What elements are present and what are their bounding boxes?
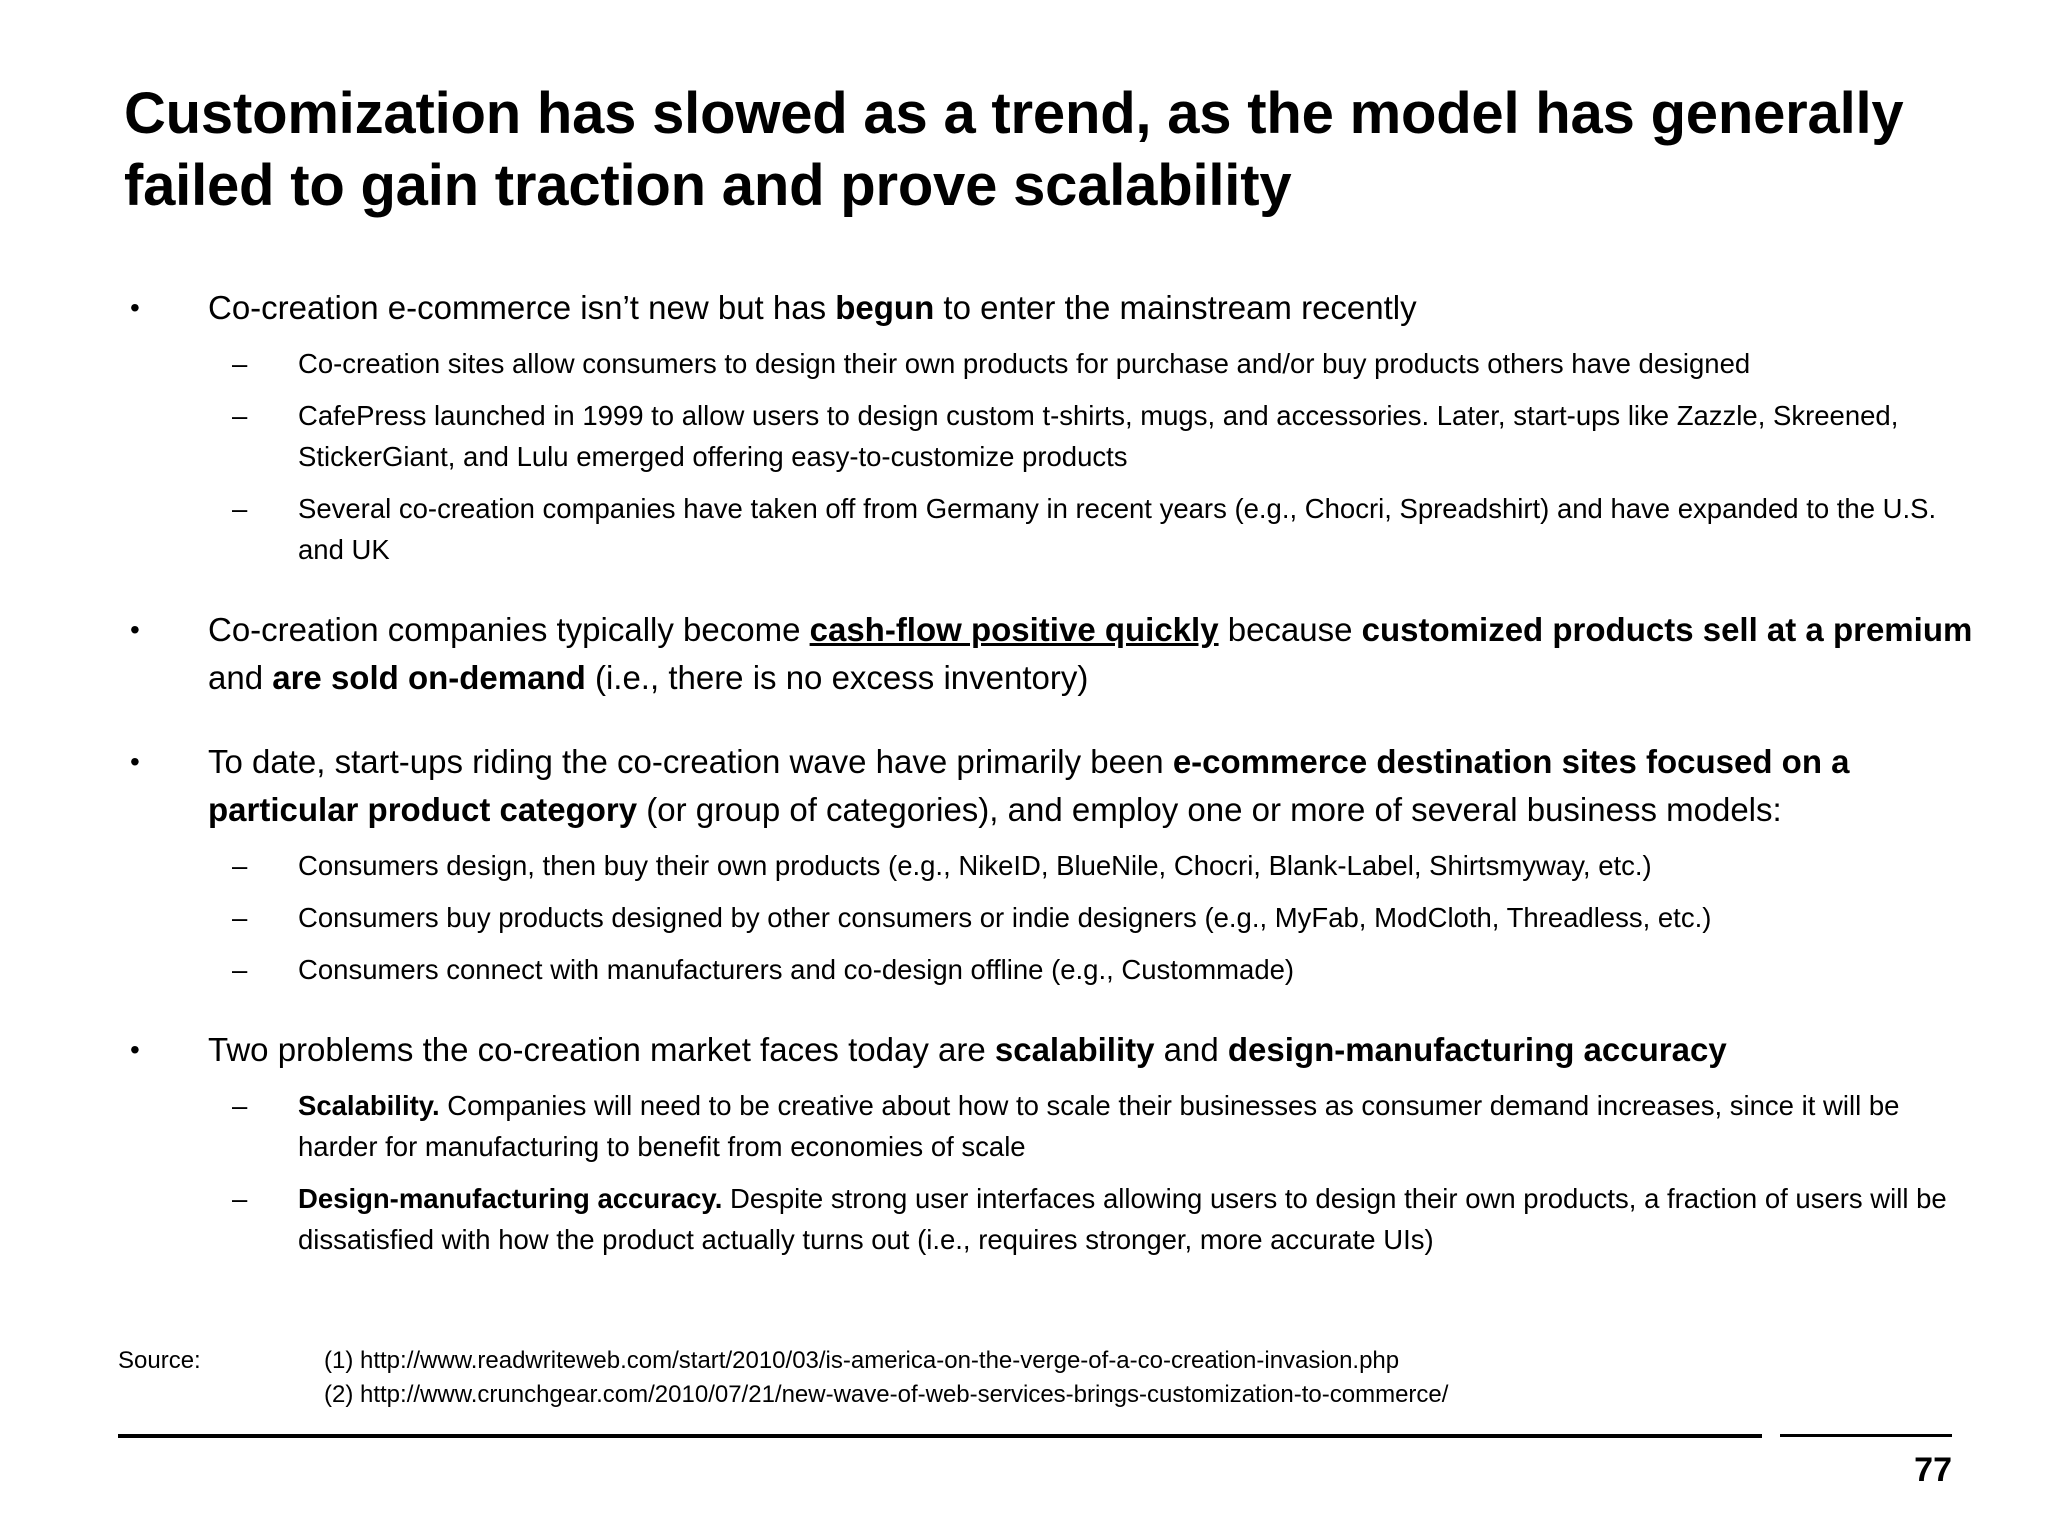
sub-bullet-text: Consumers connect with manufacturers and co-design offline (e.g., Custommade): [298, 954, 1295, 985]
bullet-marker: •: [130, 614, 140, 645]
sub-marker: –: [232, 1090, 248, 1121]
bullet-marker: •: [130, 292, 140, 323]
sub-marker: –: [232, 493, 248, 524]
sub-marker: –: [232, 954, 248, 985]
sub-bullet-text: Despite strong user interfaces allowing users to design their own products, a fraction of users will be dissatisfied with how the product actually turns out (i.e., requires stronger, more accurate UIs): [298, 1183, 1947, 1255]
page-number-rule: [1780, 1434, 1952, 1437]
sub-bullet-lead: Scalability.: [298, 1090, 440, 1121]
sub-list: [208, 845, 1984, 990]
bullet-text: because: [1218, 611, 1362, 648]
sub-bullet-text: Companies will need to be creative about how to scale their businesses as consumer demand increases, since it will be harder for manufacturing to benefit from economies of scale: [298, 1090, 1900, 1162]
source-label: Source:: [118, 1347, 201, 1374]
bullet-emphasis: customized products sell at a premium: [1361, 611, 1973, 648]
bullet-cash-flow: [124, 606, 1984, 702]
bullet-text: (or group of categories), and employ one or more of several business models:: [637, 791, 1782, 828]
bullet-text: and: [1154, 1031, 1228, 1068]
bullet-emphasis: e-commerce destination sites focused on a particular product category: [208, 743, 1850, 828]
sub-bullet-lead: Design-manufacturing accuracy.: [298, 1183, 723, 1214]
sub-marker: –: [232, 902, 248, 933]
sub-bullet-text: Consumers design, then buy their own products (e.g., NikeID, BlueNile, Chocri, Blank-Label, Shirtsmyway, etc.): [298, 850, 1652, 881]
bullet-text: Two problems the co-creation market faces today are: [208, 1031, 995, 1068]
sub-bullet: [124, 395, 1984, 477]
bullet-emphasis: design-manufacturing accuracy: [1227, 1031, 1727, 1068]
source-link: (1) http://www.readwriteweb.com/start/2010/03/is-america-on-the-verge-of-a-co-creation-invasion.php: [324, 1347, 1400, 1374]
bullet-emphasis: scalability: [994, 1031, 1155, 1068]
bullet-cocreation-mainstream: [124, 284, 1984, 570]
bullet-text: Co-creation companies typically become: [208, 611, 810, 648]
bullet-two-problems: [124, 1026, 1984, 1260]
sub-bullet-text: Consumers buy products designed by other consumers or indie designers (e.g., MyFab, ModCloth, Threadless, etc.): [298, 902, 1712, 933]
footer-rule: [118, 1434, 1762, 1438]
bullet-emphasis: begun: [835, 289, 935, 326]
sub-bullet-text: CafePress launched in 1999 to allow users to design custom t-shirts, mugs, and accessories. Later, start-ups like Zazzle, Skreened, StickerGiant, and Lulu emerged offering easy-to-customize products: [298, 400, 1899, 472]
bullet-text: and: [208, 659, 273, 696]
source-links: [324, 1344, 1448, 1412]
bullet-marker: •: [130, 1034, 140, 1065]
sub-bullet: [124, 897, 1984, 938]
bullet-text: Co-creation e-commerce isn’t new but has: [208, 289, 836, 326]
bullet-marker: •: [130, 746, 140, 777]
page-number: 77: [1914, 1451, 1952, 1489]
sub-bullet: [124, 949, 1984, 990]
sub-bullet: [124, 343, 1984, 384]
bullet-text: to enter the mainstream recently: [934, 289, 1417, 326]
bullet-emphasis-underlined: cash-flow positive quickly: [809, 611, 1219, 648]
sub-bullet-text: Co-creation sites allow consumers to design their own products for purchase and/or buy products others have designed: [298, 348, 1751, 379]
sub-marker: –: [232, 400, 248, 431]
sub-marker: –: [232, 1183, 248, 1214]
slide-title: Customization has slowed as a trend, as the model has generally failed to gain traction and prove scalability: [124, 81, 1904, 218]
sub-marker: –: [232, 850, 248, 881]
slide-body: [124, 284, 1984, 1260]
source-link: (2) http://www.crunchgear.com/2010/07/21/new-wave-of-web-services-brings-customization-to-commerce/: [324, 1381, 1449, 1408]
sub-bullet: [124, 488, 1984, 570]
sub-list: [208, 343, 1984, 570]
sub-bullet: [124, 1178, 1984, 1260]
bullet-text: To date, start-ups riding the co-creation wave have primarily been: [208, 743, 1173, 780]
bullet-text: (i.e., there is no excess inventory): [585, 659, 1089, 696]
sub-bullet-text: Several co-creation companies have taken off from Germany in recent years (e.g., Chocri, Spreadshirt) and have expanded to the U.S. and UK: [298, 493, 1937, 565]
sub-list: [208, 1085, 1984, 1260]
bullet-business-models: [124, 738, 1984, 990]
sub-marker: –: [232, 348, 248, 379]
bullet-emphasis: are sold on-demand: [272, 659, 586, 696]
sub-bullet: [124, 1085, 1984, 1167]
sub-bullet: [124, 845, 1984, 886]
